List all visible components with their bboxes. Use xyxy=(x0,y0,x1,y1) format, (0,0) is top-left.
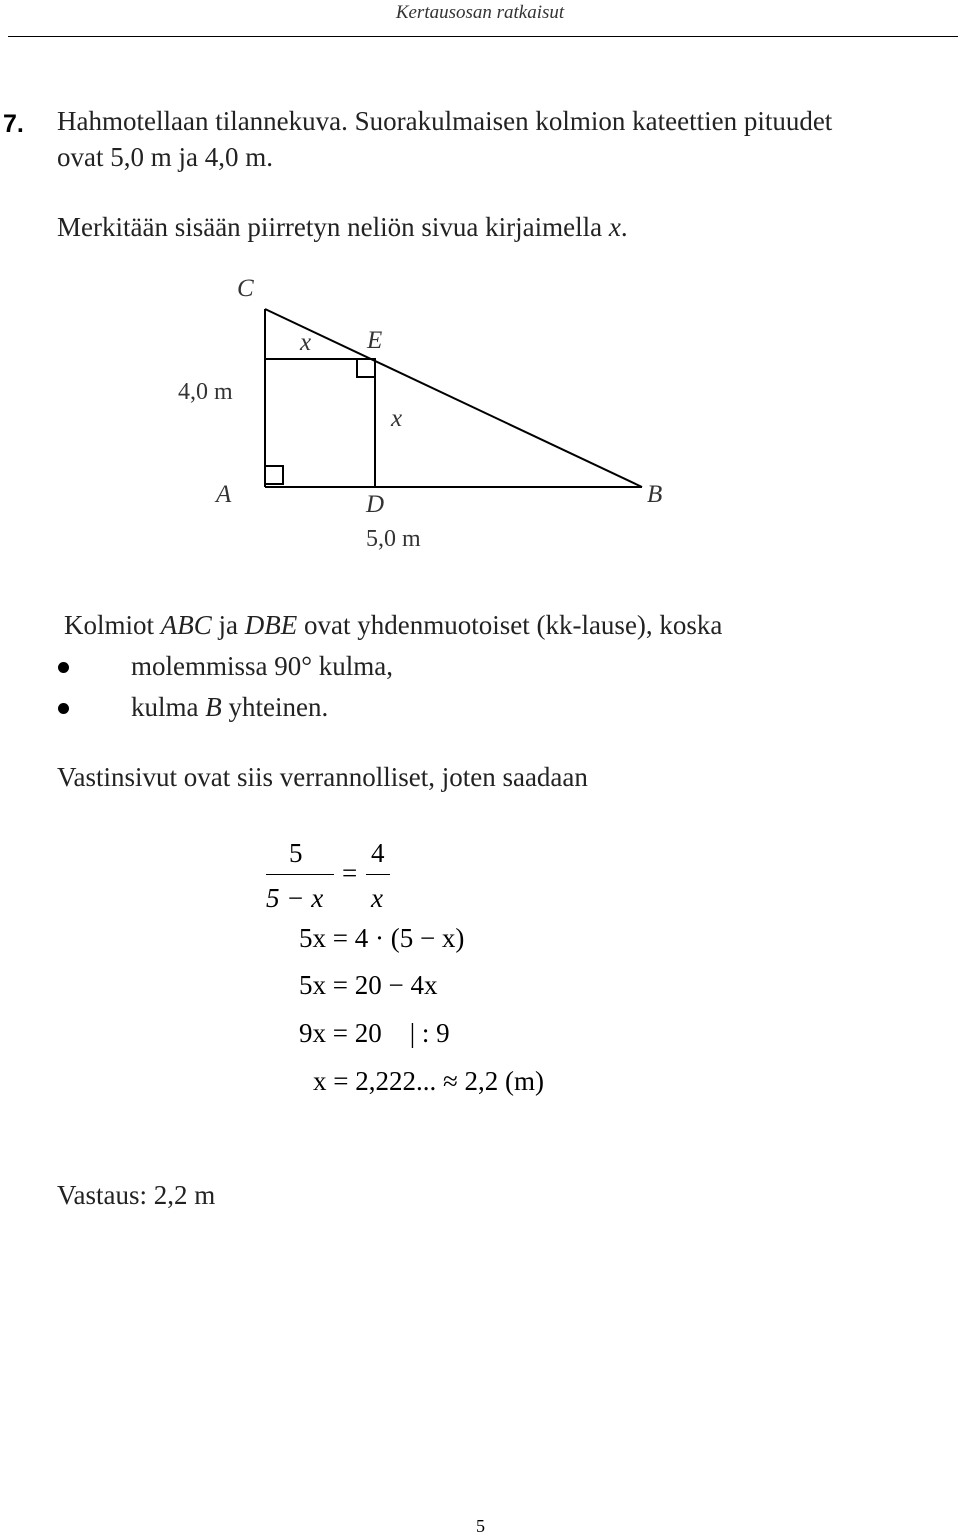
triangle-ABC: ABC xyxy=(160,610,212,640)
bullet-text: yhteinen. xyxy=(228,692,329,722)
bullet-dot xyxy=(58,703,69,714)
label-E: E xyxy=(367,327,383,354)
triangle-figure xyxy=(150,260,710,560)
problem-number: 7. xyxy=(3,110,24,138)
right-angle-marker-A xyxy=(265,466,283,484)
equation-line-4-lhs: 9x = 20 xyxy=(299,1018,382,1048)
equation-line-4 xyxy=(299,1018,450,1049)
label-base: 5,0 m xyxy=(366,526,421,552)
fraction1-denominator: 5 − x xyxy=(266,883,324,913)
fraction1-bar xyxy=(266,874,334,875)
triangle-DBE: DBE xyxy=(244,610,298,640)
square-variable: x xyxy=(608,212,621,242)
label-B: B xyxy=(647,481,663,508)
answer-text: Vastaus: 2,2 m xyxy=(57,1180,216,1210)
hypotenuse-CB xyxy=(265,309,642,487)
label-height: 4,0 m xyxy=(178,379,233,405)
label-x-side: x xyxy=(391,405,403,432)
page-number: 5 xyxy=(476,1516,485,1536)
fraction2-denominator: x xyxy=(371,883,383,913)
similarity-text-2: ja xyxy=(218,610,239,640)
similarity-statement xyxy=(64,610,722,641)
header-divider xyxy=(8,36,958,37)
equation-line-5: x = 2,222... ≈ 2,2 (m) xyxy=(313,1066,545,1096)
similarity-text-3: ovat yhdenmuotoiset (kk-lause), koska xyxy=(304,610,723,640)
angle-B: B xyxy=(205,692,222,722)
similarity-text-1: Kolmiot xyxy=(64,610,155,640)
label-C: C xyxy=(237,275,254,302)
bullet-text: kulma xyxy=(131,692,199,722)
problem-intro-line2: ovat 5,0 m ja 4,0 m. xyxy=(57,142,273,172)
square-sentence-text: Merkitään sisään piirretyn neliön sivua kirjaimella xyxy=(57,212,603,242)
bullet-item: molemmissa 90° kulma, xyxy=(131,651,394,681)
conclusion-text: Vastinsivut ovat siis verrannolliset, joten saadaan xyxy=(57,762,588,792)
fraction1-numerator: 5 xyxy=(289,838,303,868)
fraction2-bar xyxy=(366,874,390,875)
bullet-item xyxy=(131,692,328,723)
equation-line-2: 5x = 4 · (5 − x) xyxy=(299,923,465,953)
fraction2-numerator: 4 xyxy=(371,838,385,868)
label-A: A xyxy=(216,481,232,508)
equation-line-3: 5x = 20 − 4x xyxy=(299,970,438,1000)
square-sentence xyxy=(57,212,628,243)
square-sentence-end: . xyxy=(620,212,628,242)
problem-intro-line1: Hahmotellaan tilannekuva. Suorakulmaisen kolmion kateettien pituudet xyxy=(57,106,833,136)
equals-sign: = xyxy=(342,858,358,888)
bullet-dot xyxy=(58,662,69,673)
running-header: Kertausosan ratkaisut xyxy=(395,2,565,23)
right-angle-marker-E xyxy=(357,359,375,377)
label-x-top: x xyxy=(300,329,312,356)
equation-line-4-operation: | : 9 xyxy=(409,1018,450,1048)
label-D: D xyxy=(366,491,385,518)
